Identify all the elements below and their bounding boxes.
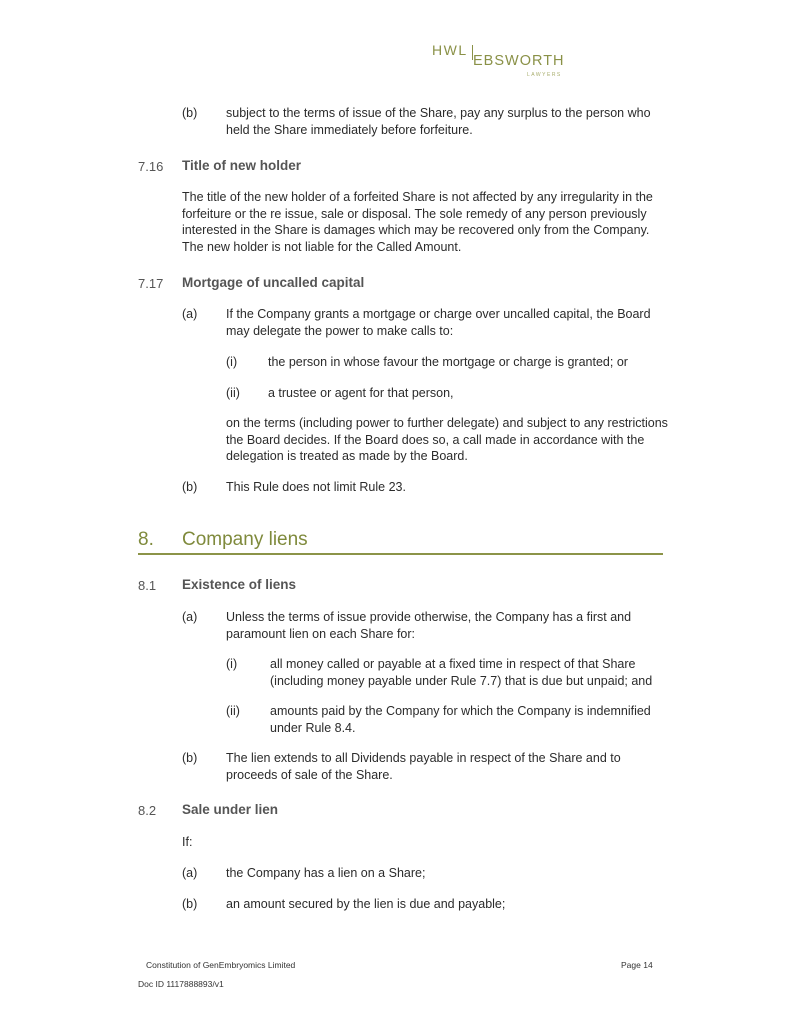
footer-doc-title: Constitution of GenEmbryomics Limited [146, 960, 296, 970]
section-8-1-number: 8.1 [138, 578, 157, 593]
logo-main-text: EBSWORTH [473, 53, 565, 69]
clause-8-1-a-ii-label: (ii) [226, 704, 240, 718]
clause-8-1-a-text [226, 609, 631, 642]
clause-7-15-b-label: (b) [182, 106, 198, 120]
clause-8-1-b-label: (b) [182, 751, 198, 765]
clause-7-17-continuation [226, 415, 668, 465]
logo-sub-text: LAWYERS [527, 72, 562, 78]
clause-7-17-a-i-label: (i) [226, 355, 238, 369]
clause-7-17-a-ii-label: (ii) [226, 386, 240, 400]
section-8-title: Company liens [182, 529, 308, 550]
section-7-17-number: 7.17 [138, 276, 164, 291]
clause-8-2-a-text: the Company has a lien on a Share; [226, 866, 426, 880]
text-line: subject to the terms of issue of the Share, pay any surplus to the person who [226, 106, 651, 120]
text-line: paramount lien on each Share for: [226, 626, 416, 641]
section-8-1-title: Existence of liens [182, 577, 297, 592]
clause-8-2-b-text: an amount secured by the lien is due and payable; [226, 897, 506, 911]
section-8-2-number: 8.2 [138, 803, 157, 818]
text-line: Unless the terms of issue provide otherwise, the Company has a first and [226, 610, 632, 624]
clause-8-1-b-text [226, 750, 621, 783]
clause-8-1-a-i-text [270, 656, 652, 689]
clause-7-17-a-i-text: the person in whose favour the mortgage or charge is granted; or [268, 355, 628, 369]
text-line: The title of the new holder of a forfeited Share is not affected by any irregularity in the [182, 190, 653, 204]
text-line: amounts paid by the Company for which the Company is indemnified [270, 704, 651, 718]
clause-8-2-b-label: (b) [182, 897, 198, 911]
clause-7-17-b-text: This Rule does not limit Rule 23. [226, 480, 406, 494]
clause-8-1-a-ii-text [270, 703, 651, 736]
text-line: all money called or payable at a fixed time in respect of that Share [270, 657, 636, 671]
text-line: the Board decides. If the Board does so, a call made in accordance with the [226, 432, 645, 447]
clause-8-1-a-label: (a) [182, 610, 198, 624]
section-7-17-title: Mortgage of uncalled capital [182, 275, 365, 290]
clause-7-15-b-text [226, 105, 651, 138]
footer-doc-id: Doc ID 1117888893/v1 [138, 979, 224, 989]
clause-8-2-a-label: (a) [182, 866, 198, 880]
firm-logo [432, 38, 565, 80]
text-line: held the Share immediately before forfeiture. [226, 122, 473, 137]
text-line: under Rule 8.4. [270, 720, 356, 735]
section-7-16-number: 7.16 [138, 159, 164, 174]
text-line: (including money payable under Rule 7.7) that is due but unpaid; and [270, 673, 653, 688]
section-8-2-title: Sale under lien [182, 802, 279, 817]
section-7-16-body [182, 189, 653, 255]
text-line: The lien extends to all Dividends payable in respect of the Share and to [226, 751, 621, 765]
clause-7-17-b-label: (b) [182, 480, 198, 494]
clause-8-2-intro: If: [182, 835, 193, 849]
footer-page-number: Page 14 [621, 960, 653, 970]
text-line: If the Company grants a mortgage or charge over uncalled capital, the Board [226, 307, 651, 321]
text-line: forfeiture or the re issue, sale or disposal. The sole remedy of any person previously [182, 206, 647, 221]
section-7-16-title: Title of new holder [182, 158, 302, 173]
clause-7-17-a-ii-text: a trustee or agent for that person, [268, 386, 454, 400]
text-line: interested in the Share is damages which may be recovered only from the Company. [182, 223, 650, 237]
section-8-number: 8. [138, 529, 154, 550]
text-line: The new holder is not liable for the Called Amount. [182, 239, 462, 254]
text-line: on the terms (including power to further delegate) and subject to any restrictions [226, 416, 668, 430]
clause-8-1-a-i-label: (i) [226, 657, 238, 671]
text-line: delegation is treated as made by the Board. [226, 449, 468, 463]
section-divider [138, 553, 663, 555]
clause-7-17-a-text [226, 306, 651, 339]
clause-7-17-a-label: (a) [182, 307, 198, 321]
logo-top-text: HWL [432, 42, 468, 58]
text-line: proceeds of sale of the Share. [226, 767, 393, 782]
text-line: may delegate the power to make calls to: [226, 323, 454, 338]
